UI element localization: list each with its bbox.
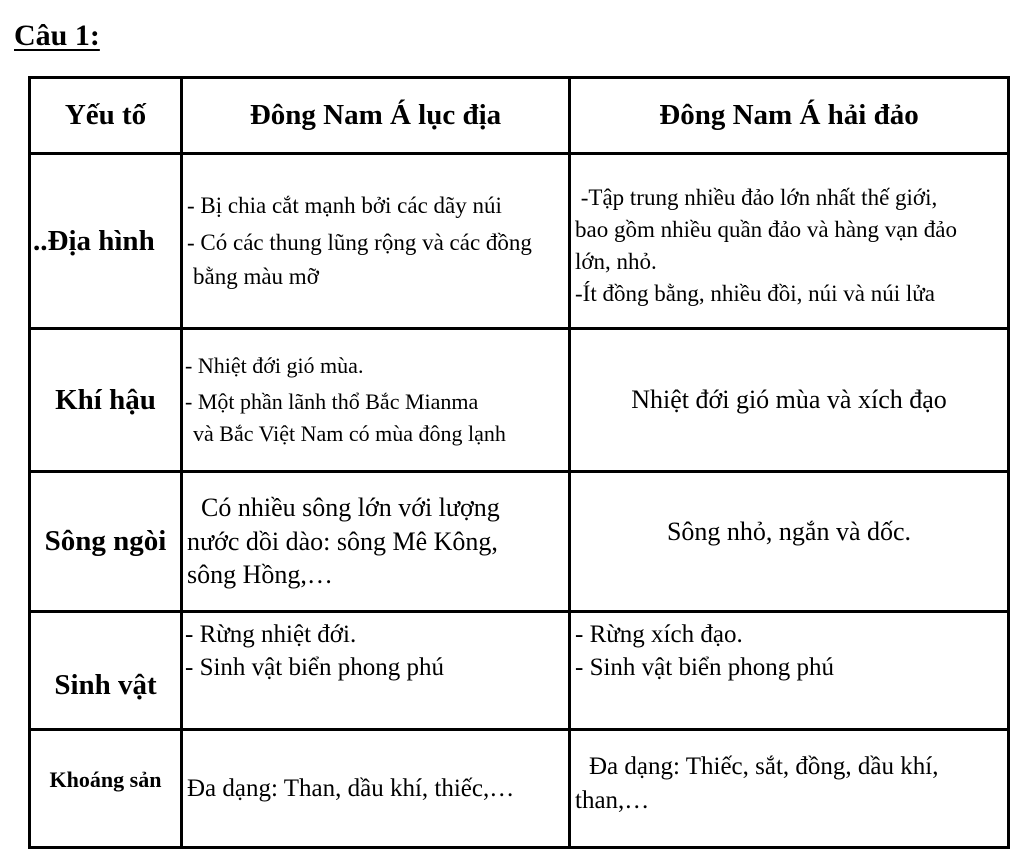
cell-line: bằng màu mỡ [193, 263, 319, 289]
cell-line: - Rừng nhiệt đới. [185, 621, 357, 648]
cell-climate-mainland [182, 329, 570, 472]
cell-line: than,… [575, 786, 650, 814]
table-row [30, 154, 1009, 329]
cell-rivers-mainland [182, 472, 570, 612]
cell-terrain-island [570, 154, 1009, 329]
cell-line: bao gồm nhiều quần đảo và hàng vạn đảo [575, 216, 957, 242]
row-label-biota: Sinh vật [30, 612, 182, 730]
cell-line: nước dồi dào: sông Mê Kông, [187, 526, 498, 556]
cell-climate-island [570, 329, 1009, 472]
cell-minerals-island [570, 730, 1009, 848]
cell-line: và Bắc Việt Nam có mùa đông lạnh [193, 420, 506, 446]
cell-biota-island [570, 612, 1009, 730]
cell-line: - Rừng xích đạo. [575, 621, 743, 648]
cell-rivers-island [570, 472, 1009, 612]
header-factor: Yếu tố [30, 78, 182, 154]
cell-line: - Sinh vật biển phong phú [185, 653, 445, 681]
table-row [30, 472, 1009, 612]
cell-line: - Có các thung lũng rộng và các đồng [187, 230, 532, 256]
cell-line: Sông nhỏ, ngắn và dốc. [666, 516, 912, 546]
row-label-minerals: Khoáng sản [30, 730, 182, 848]
cell-minerals-mainland [182, 730, 570, 848]
cell-line: - Bị chia cắt mạnh bởi các dãy núi [187, 192, 502, 218]
cell-line: sông Hồng,… [187, 560, 333, 590]
table-row [30, 730, 1009, 848]
row-label-terrain: ..Địa hình [30, 154, 182, 329]
comparison-table [28, 76, 1010, 849]
table-row [30, 329, 1009, 472]
cell-terrain-mainland [182, 154, 570, 329]
cell-line: - Sinh vật biển phong phú [575, 653, 835, 681]
cell-line: - Nhiệt đới gió mùa. [185, 353, 364, 379]
cell-line: Đa dạng: Thiếc, sắt, đồng, dầu khí, [589, 752, 939, 780]
row-label-rivers: Sông ngòi [30, 472, 182, 612]
header-island: Đông Nam Á hải đảo [570, 78, 1009, 154]
cell-line: lớn, nhỏ. [575, 249, 657, 274]
page-title: Câu 1: [14, 19, 100, 52]
cell-line: - Một phần lãnh thổ Bắc Mianma [185, 389, 479, 415]
cell-line: -Tập trung nhiều đảo lớn nhất thế giới, [575, 184, 938, 210]
cell-line: Đa dạng: Than, dầu khí, thiếc,… [187, 774, 515, 802]
cell-line: Nhiệt đới gió mùa và xích đạo [631, 385, 947, 415]
cell-biota-mainland [182, 612, 570, 730]
header-mainland: Đông Nam Á lục địa [182, 78, 570, 154]
table-row [30, 612, 1009, 730]
cell-line: Có nhiều sông lớn với lượng [201, 492, 500, 522]
cell-line: -Ít đồng bằng, nhiều đồi, núi và núi lửa [575, 281, 935, 307]
table-header-row [30, 78, 1009, 154]
row-label-climate: Khí hậu [30, 329, 182, 472]
